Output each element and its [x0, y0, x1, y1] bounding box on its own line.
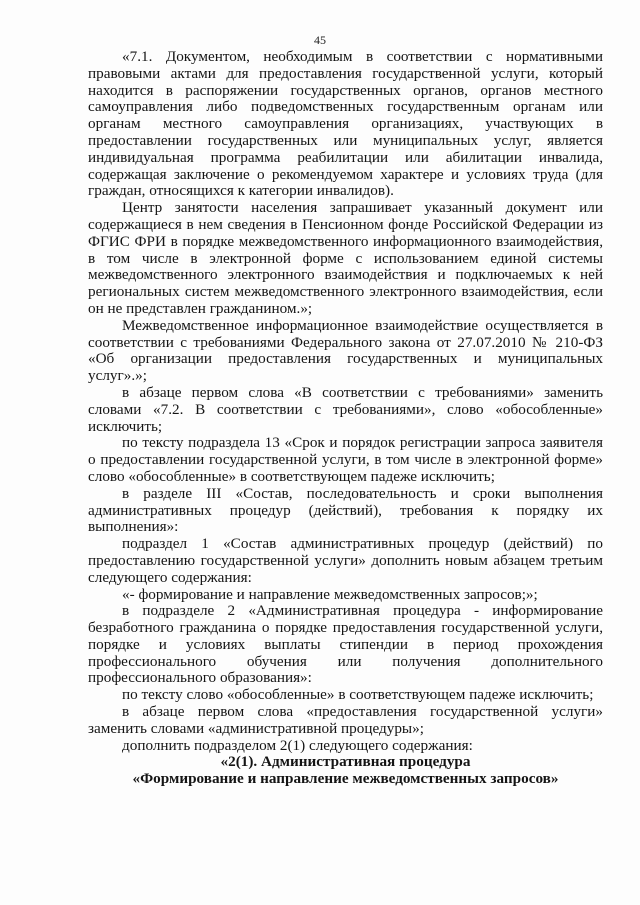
page-number: 45	[314, 33, 326, 47]
text-line: «- формирование и направление межведомственных запросов;»;	[122, 585, 538, 603]
text-line: услуг».»;	[88, 367, 147, 385]
section-heading	[88, 754, 603, 788]
text-line: профессионального образования»:	[88, 669, 312, 687]
text-line: заменить словами «административной процедуры»;	[88, 719, 424, 737]
text-line: предоставлении государственных или муниципальных услуг, является	[88, 131, 603, 149]
text-line: в абзаце первом слова «В соответствии с требованиями» заменить	[122, 383, 603, 401]
text-line: в абзаце первом слова «предоставления государственной услуги»	[122, 703, 603, 721]
paragraph-first-abzac-2	[88, 704, 603, 738]
text-line: содержащая заключение о рекомендуемом характере и условиях труда (для	[88, 165, 603, 183]
text-line: слово «обособленные» в соответствующем падеже исключить;	[88, 467, 495, 485]
text-line: выполнения»:	[88, 518, 179, 536]
paragraph-subsection-2	[88, 603, 603, 687]
text-line: межведомственного электронного взаимодействия и подключаемых к ней	[88, 266, 603, 284]
text-line: правовыми актами для предоставления государственной услуги, который	[88, 64, 603, 82]
text-line: по тексту подраздела 13 «Срок и порядок регистрации запроса заявителя	[122, 434, 603, 452]
paragraph-subsection-13	[88, 435, 603, 485]
text-line: в разделе III «Состав, последовательность и сроки выполнения	[122, 484, 603, 502]
text-line: граждан, относящихся к категории инвалидов).	[88, 182, 394, 200]
text-line: в том числе в электронной форме с использованием единой системы	[88, 249, 603, 267]
document-body	[88, 49, 603, 788]
text-line: содержащиеся в нем сведения в Пенсионном фонде Российской Федерации из	[88, 215, 603, 233]
paragraph-interagency	[88, 318, 603, 385]
text-line: подраздел 1 «Состав административных процедур (действий) по	[122, 535, 603, 553]
text-line: Межведомственное информационное взаимодействие осуществляется в	[122, 316, 603, 334]
text-line: ФГИС ФРИ в порядке межведомственного информационного взаимодействия,	[88, 232, 603, 250]
text-line: органам местного самоуправления организациях, участвующих в	[88, 115, 603, 133]
text-line: следующего содержания:	[88, 568, 252, 586]
text-line: самоуправления либо подведомственных государственным органам или	[88, 98, 603, 116]
paragraph-text-word	[88, 687, 603, 704]
text-line: Центр занятости населения запрашивает указанный документ или	[122, 199, 603, 217]
paragraph-subsection-1	[88, 536, 603, 586]
paragraph-add-subsection	[88, 738, 603, 755]
text-line: «Об организации предоставления государственных и муниципальных	[88, 350, 603, 368]
text-line: словами «7.2. В соответствии с требованиями», слово «обособленные»	[88, 400, 603, 418]
text-line: по тексту слово «обособленные» в соответствующем падеже исключить;	[122, 686, 594, 704]
text-line: находится в распоряжении государственных органов, органов местного	[88, 81, 603, 99]
text-line: о предоставлении государственной услуги, в том числе в электронной форме»	[88, 451, 603, 469]
heading-line-1: «2(1). Административная процедура	[220, 753, 471, 771]
paragraph-7-1	[88, 49, 603, 200]
text-line: «7.1. Документом, необходимым в соответствии с нормативными	[122, 48, 603, 65]
paragraph-section-iii	[88, 486, 603, 536]
text-line: профессионального обучения или получения дополнительного	[88, 652, 603, 670]
text-line: безработного гражданина о порядке предоставления государственной услуги,	[88, 619, 603, 637]
text-line: соответствии с требованиями Федерального закона от 27.07.2010 № 210-ФЗ	[88, 333, 603, 351]
text-line: исключить;	[88, 417, 163, 435]
text-line: в подразделе 2 «Административная процедура - информирование	[122, 602, 603, 620]
text-line: предоставлению государственной услуги» дополнить новым абзацем третьим	[88, 551, 603, 569]
text-line: он не представлен гражданином.»;	[88, 299, 313, 317]
text-line: региональных систем межведомственного электронного взаимодействия, если	[88, 283, 603, 301]
text-line: индивидуальная программа реабилитации или абилитации инвалида,	[88, 148, 603, 166]
heading-line-2: «Формирование и направление межведомственных запросов»	[132, 770, 559, 788]
paragraph-first-abzac	[88, 385, 603, 435]
text-line: дополнить подразделом 2(1) следующего содержания:	[122, 736, 473, 754]
text-line: порядке и условиях выплаты стипендии в период прохождения	[88, 635, 603, 653]
paragraph-employment-center	[88, 200, 603, 318]
paragraph-new-item	[88, 587, 603, 604]
text-line: административных процедур (действий), требования к порядку их	[88, 501, 603, 519]
